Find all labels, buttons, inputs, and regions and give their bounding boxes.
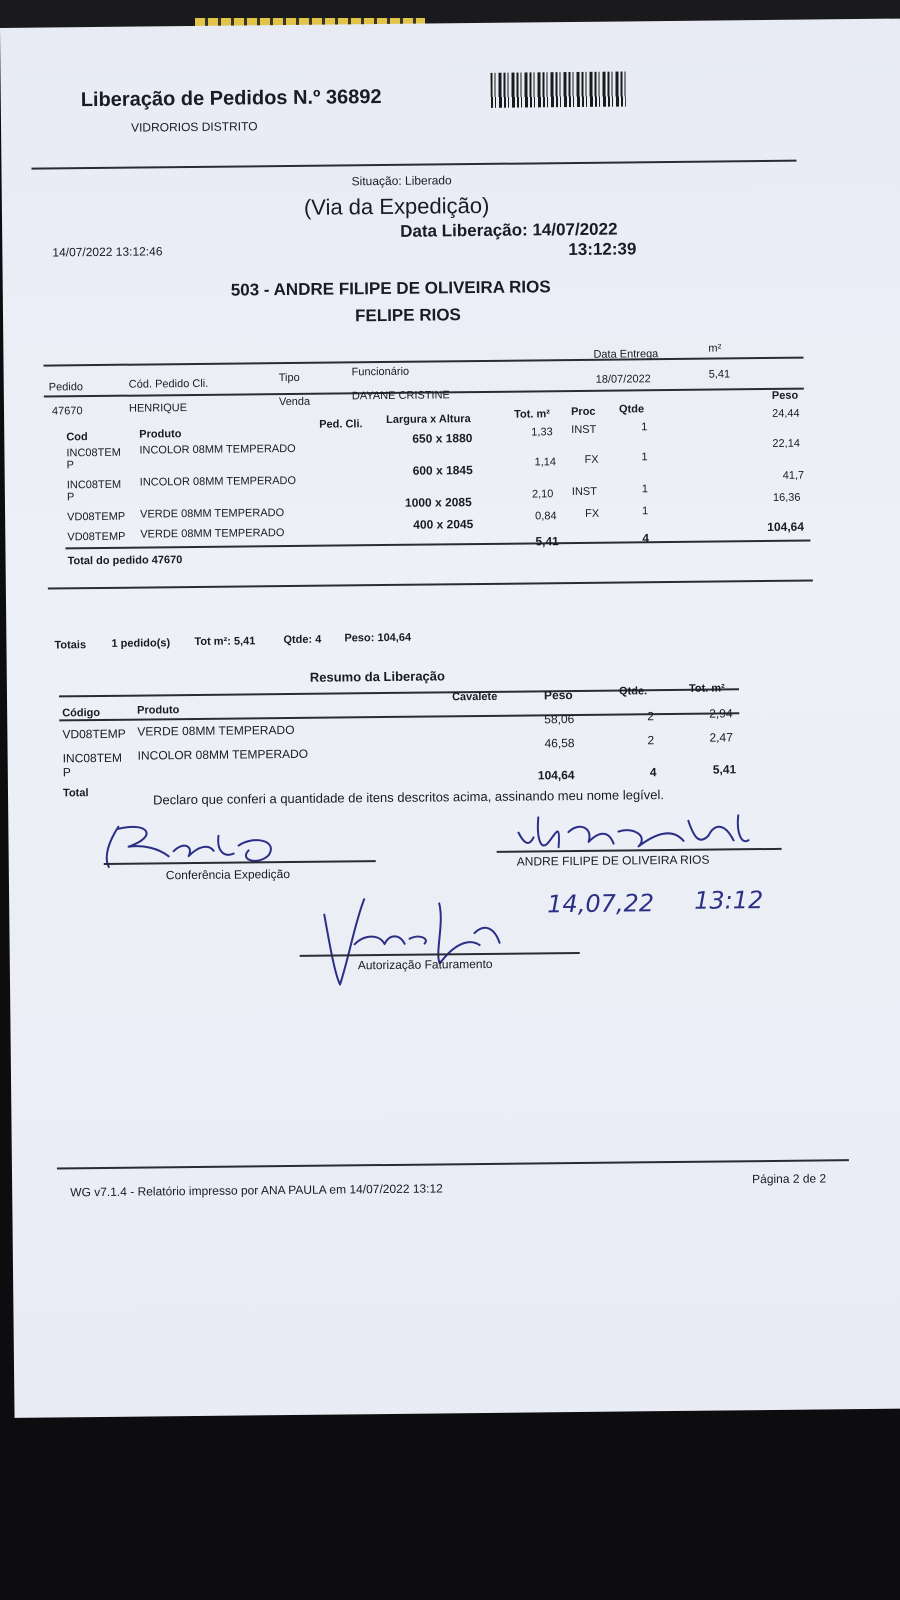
col-funcionario: Funcionário — [351, 365, 410, 379]
client-nickname: FELIPE RIOS — [354, 305, 461, 326]
summary-col-peso: Peso — [543, 688, 573, 703]
order-cod-pedido: HENRIQUE — [128, 402, 188, 415]
item-cod: INC08TEM — [66, 446, 121, 460]
item-cod: INC08TEM — [66, 478, 122, 492]
release-time: 13:12:39 — [568, 239, 637, 260]
item-dimensions: 600 x 1845 — [412, 463, 473, 478]
summary-produto: VERDE 08MM TEMPERADO — [137, 722, 295, 739]
client-name: 503 - ANDRE FILIPE DE OLIVEIRA RIOS — [230, 277, 551, 300]
footer-page-number: Página 2 de 2 — [752, 1171, 827, 1187]
item-proc: FX — [585, 507, 600, 520]
item-produto: INCOLOR 08MM TEMPERADO — [139, 474, 297, 489]
order-total-peso: 104,64 — [767, 519, 805, 534]
item-cod: VD08TEMP — [67, 530, 126, 544]
print-datetime: 14/07/2022 13:12:46 — [52, 244, 163, 260]
via-label: (Via da Expedição) — [303, 192, 490, 220]
items-col-qtde: Qtde — [618, 403, 645, 416]
summary-col-cavalete: Cavalete — [451, 690, 498, 704]
col-pedido: Pedido — [48, 381, 84, 394]
items-col-cod: Cod — [66, 431, 88, 444]
summary-qtde: 2 — [647, 733, 655, 748]
item-cod: VD08TEMP — [67, 510, 126, 524]
items-col-proc: Proc — [570, 405, 596, 419]
order-bottom-divider — [48, 580, 813, 590]
summary-total-peso: 104,64 — [537, 768, 575, 783]
document-page — [0, 19, 900, 1418]
summary-codigo-suffix: P — [62, 765, 71, 780]
summary-qtde: 2 — [647, 709, 655, 724]
summary-col-tot-m2: Tot. m² — [688, 682, 725, 695]
item-produto: VERDE 08MM TEMPERADO — [140, 507, 285, 521]
item-qtde: 1 — [642, 505, 649, 518]
summary-codigo: INC08TEM — [62, 750, 123, 766]
col-data-entrega: Data Entrega — [593, 348, 659, 361]
order-tipo: Venda — [278, 395, 311, 409]
summary-total-qtde: 4 — [649, 765, 657, 780]
totals-pedidos: 1 pedido(s) — [111, 637, 171, 650]
item-tot-m2: 2,10 — [531, 488, 554, 501]
summary-tot-m2: 2,94 — [709, 706, 733, 721]
status-label: Situação: Liberado — [351, 173, 452, 189]
item-qtde: 1 — [641, 451, 648, 464]
items-col-ped-cli: Ped. Cli. — [319, 418, 363, 431]
items-col-tot-m2: Tot. m² — [514, 408, 550, 421]
signature-label-conferencia: Conferência Expedição — [165, 867, 291, 883]
summary-peso: 58,06 — [544, 712, 575, 727]
item-qtde: 1 — [641, 421, 648, 434]
items-col-larg-alt: Largura x Altura — [386, 413, 471, 426]
document-title: Liberação de Pedidos N.º 36892 — [80, 86, 382, 112]
item-dimensions: 1000 x 2085 — [404, 495, 472, 510]
col-cod-pedido: Cód. Pedido Cli. — [128, 377, 209, 391]
item-tot-m2: 1,14 — [534, 456, 557, 469]
summary-title: Resumo da Liberação — [309, 668, 445, 685]
item-tot-m2: 1,33 — [531, 426, 553, 439]
item-produto: INCOLOR 08MM TEMPERADO — [139, 442, 296, 457]
item-cod-suffix: P — [66, 491, 75, 504]
signature-autorizacao — [309, 883, 530, 995]
order-total-m2: 5,41 — [535, 534, 559, 549]
summary-peso: 46,58 — [544, 736, 575, 751]
declaration-text: Declaro que conferi a quantidade de itens descritos acima, assinando meu nome legível. — [153, 787, 665, 808]
header-divider — [31, 160, 796, 170]
items-col-produto: Produto — [139, 428, 182, 441]
signature-label-cliente: ANDRE FILIPE DE OLIVEIRA RIOS — [516, 852, 710, 869]
summary-codigo: VD08TEMP — [62, 726, 126, 742]
item-proc: INST — [571, 485, 598, 499]
order-total-label: Total do pedido 47670 — [67, 554, 183, 568]
summary-tot-m2: 2,47 — [709, 730, 733, 745]
col-m2: m² — [708, 342, 722, 355]
order-total-qtde: 4 — [642, 531, 650, 546]
totals-m2: Tot m²: 5,41 — [194, 635, 256, 648]
order-pedido: 47670 — [51, 405, 83, 418]
totals-peso: Peso: 104,64 — [344, 631, 412, 645]
items-total-divider — [65, 540, 810, 550]
summary-total-m2: 5,41 — [712, 762, 737, 777]
release-date: Data Liberação: 14/07/2022 — [400, 219, 618, 241]
handwritten-date: 14,07,22 — [547, 889, 655, 919]
items-col-peso: Peso — [771, 389, 799, 402]
col-tipo: Tipo — [278, 371, 300, 385]
footer-printed-by: WG v7.1.4 - Relatório impresso por ANA PAULA em 14/07/2022 13:12 — [70, 1181, 443, 1200]
order-funcionario: DAYANE CRISTINE — [351, 389, 450, 403]
signature-label-autorizacao: Autorização Faturamento — [357, 956, 493, 973]
item-dimensions: 400 x 2045 — [413, 517, 474, 532]
order-data-entrega: 18/07/2022 — [595, 373, 651, 386]
item-peso: 41,7 — [782, 469, 805, 482]
item-proc: INST — [571, 423, 597, 437]
footer-divider — [57, 1159, 849, 1169]
item-qtde: 1 — [641, 483, 649, 496]
order-top-divider — [44, 357, 804, 366]
summary-total-label: Total — [62, 787, 89, 800]
summary-produto: INCOLOR 08MM TEMPERADO — [137, 746, 309, 763]
totals-qtde: Qtde: 4 — [283, 633, 322, 647]
barcode-image — [490, 71, 625, 107]
item-dimensions: 650 x 1880 — [412, 431, 473, 446]
item-cod-suffix: P — [66, 459, 74, 472]
totals-label: Totais — [54, 639, 87, 652]
item-peso: 22,14 — [772, 437, 800, 450]
summary-col-qtde: Qtde. — [618, 685, 648, 698]
item-peso: 16,36 — [772, 491, 801, 504]
summary-col-produto: Produto — [137, 704, 180, 717]
item-peso: 24,44 — [772, 407, 800, 420]
company-name: VIDRORIOS DISTRITO — [130, 119, 258, 135]
item-produto: VERDE 08MM TEMPERADO — [140, 527, 285, 541]
item-tot-m2: 0,84 — [535, 510, 557, 523]
order-m2: 5,41 — [708, 368, 731, 381]
item-proc: FX — [584, 453, 599, 466]
summary-col-codigo: Código — [62, 706, 101, 720]
handwritten-time: 13:12 — [694, 886, 764, 915]
